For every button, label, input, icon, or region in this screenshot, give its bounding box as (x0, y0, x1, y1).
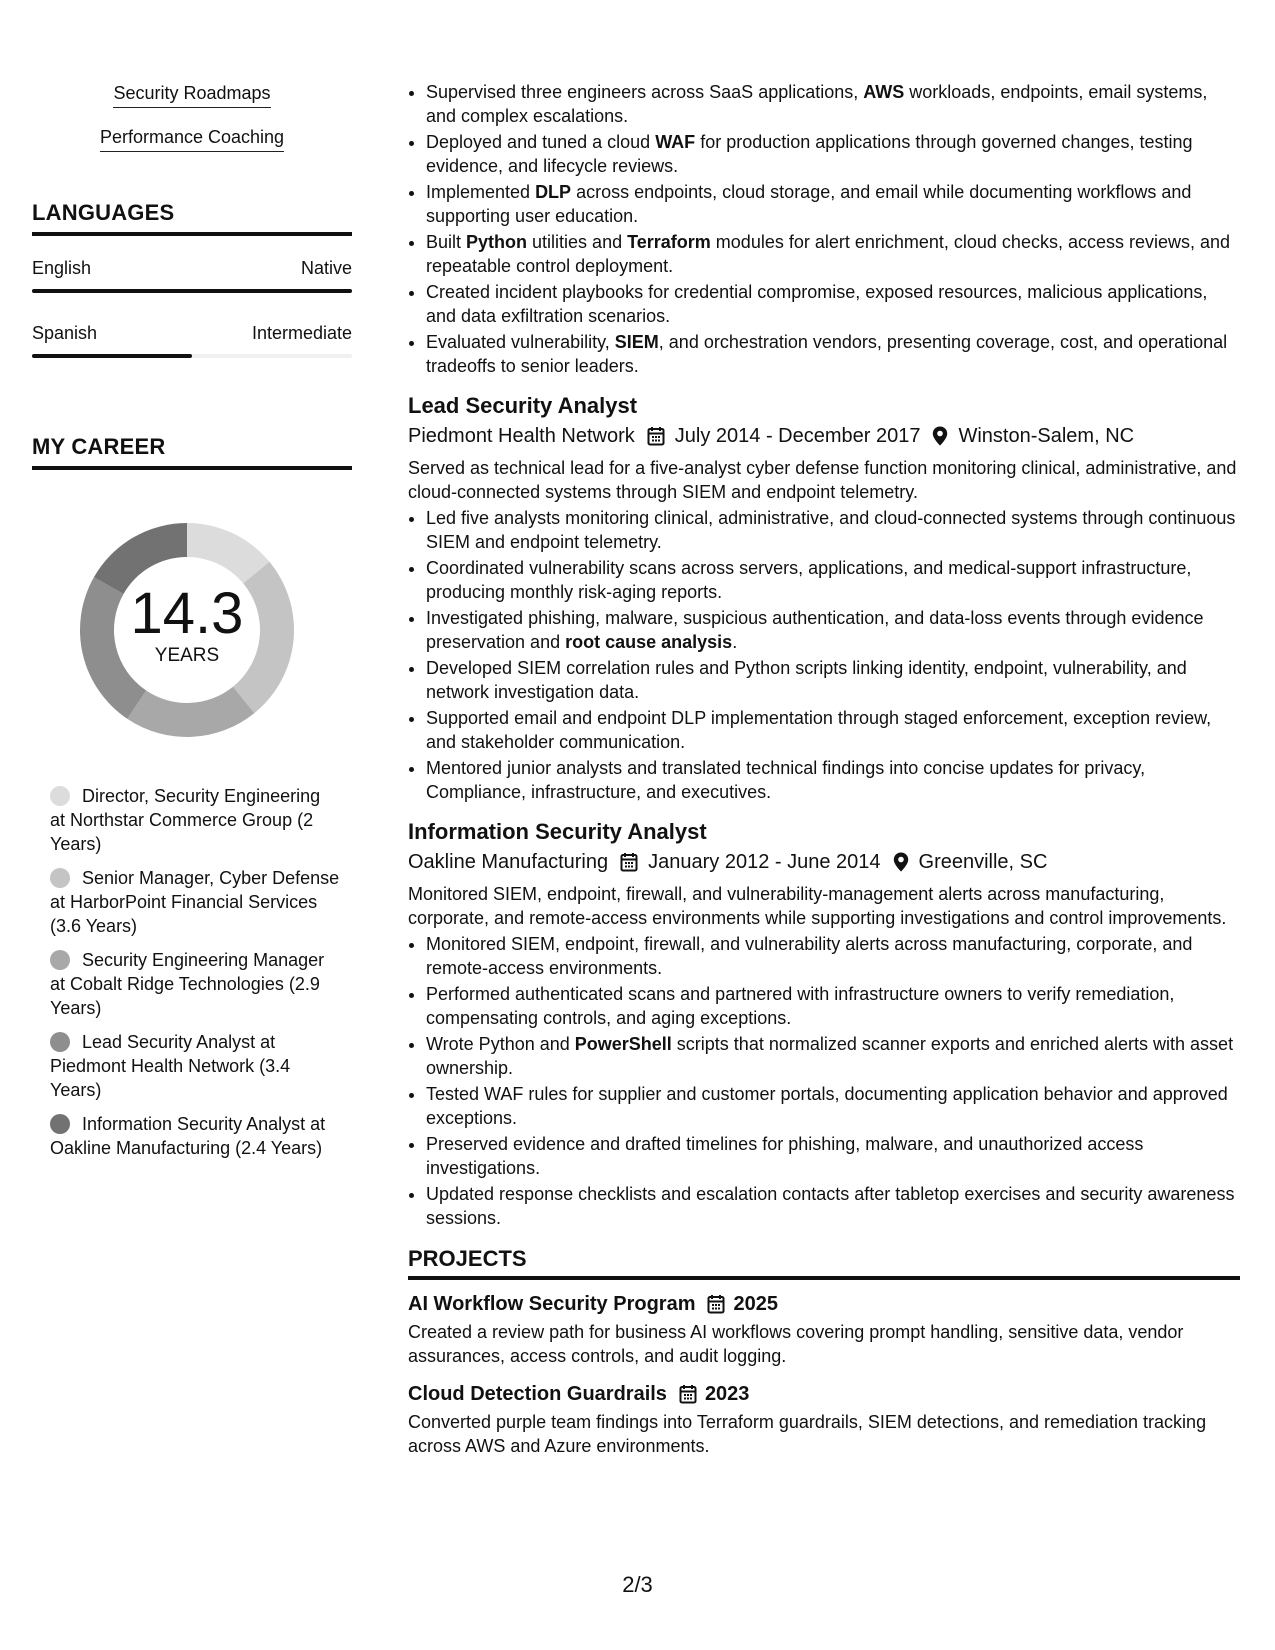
project-title: AI Workflow Security Program (408, 1293, 696, 1315)
bullet-item: • Monitored SIEM, endpoint, firewall, and vulnerability alerts across manufacturing, corporate, and remote-access environments. (426, 932, 1240, 980)
language-name: English (32, 258, 92, 278)
keyword: Python (466, 232, 528, 252)
language-spanish (32, 323, 352, 358)
job-entry (408, 392, 1240, 804)
language-bar-fill (32, 354, 192, 358)
project-entry (408, 1290, 1240, 1368)
job-summary: Monitored SIEM, endpoint, firewall, and vulnerability-management alerts across manufacturing, corporate, and remote-access environments while supporting investigations and control improvements. (408, 884, 1227, 928)
bullet-item: • Deployed and tuned a cloud WAF for production applications through governed changes, testing evidence, and lifecycle reviews. (426, 130, 1240, 178)
job-title: Information Security Analyst (408, 819, 707, 844)
calendar-icon (707, 1294, 725, 1314)
bullet-item: • Implemented DLP across endpoints, cloud storage, and email while documenting workflows and supporting user education. (426, 180, 1240, 228)
legend-dot-icon (50, 786, 70, 806)
project-year: 2023 (704, 1383, 750, 1405)
languages-heading: LANGUAGES (32, 200, 352, 236)
language-level: Intermediate (251, 323, 352, 343)
language-level: Native (300, 258, 352, 278)
bullet-item: • Built Python utilities and Terraform modules for alert enrichment, cloud checks, access reviews, and repeatable control deployment. (426, 230, 1240, 278)
career-legend-item (50, 1112, 340, 1160)
job-dates: July 2014 - December 2017 (674, 425, 921, 447)
job-summary: Served as technical lead for a five-analyst cyber defense function monitoring clinical, administrative, and cloud-connected systems through SIEM and endpoint telemetry. (408, 458, 1237, 502)
keyword: SIEM (614, 332, 659, 352)
project-title-row (408, 1290, 1240, 1318)
bullet-item: • Supervised three engineers across SaaS applications, AWS workloads, endpoints, email systems, and complex escalations. (426, 80, 1240, 128)
page-number: 2/3 (622, 1572, 653, 1597)
bullet-item: • Tested WAF rules for supplier and customer portals, documenting application behavior and approved exceptions. (426, 1082, 1240, 1130)
bullet-item: • Evaluated vulnerability, SIEM, and orchestration vendors, presenting coverage, cost, and operational tradeoffs to senior leaders. (426, 330, 1240, 378)
bullet-item: • Led five analysts monitoring clinical, administrative, and cloud-connected systems through continuous SIEM and endpoint telemetry. (426, 506, 1240, 554)
job-company: Oakline Manufacturing (408, 851, 609, 873)
career-legend-label: Senior Manager, Cyber Defense at HarborPoint Financial Services (3.6 Years) (50, 868, 340, 936)
career-legend (50, 784, 340, 1160)
bullet-item: • Updated response checklists and escalation contacts after tabletop exercises and security awareness sessions. (426, 1182, 1240, 1230)
bullet-item: • Performed authenticated scans and partnered with infrastructure owners to verify remediation, compensating controls, and aging exceptions. (426, 982, 1240, 1030)
project-description: Converted purple team findings into Terraform guardrails, SIEM detections, and remediation tracking across AWS and Azure environments. (408, 1412, 1207, 1456)
bullet-item: • Coordinated vulnerability scans across servers, applications, and medical-support infrastructure, producing monthly risk-aging reports. (426, 556, 1240, 604)
keyword: Terraform (627, 232, 711, 252)
previous-role-bullets (408, 80, 1240, 378)
keyword: root cause analysis (565, 632, 733, 652)
keyword: DLP (535, 182, 572, 202)
skill-list (32, 82, 352, 170)
career-legend-label: Security Engineering Manager at Cobalt Ridge Technologies (2.9 Years) (50, 950, 325, 1018)
calendar-icon (620, 852, 638, 872)
sidebar (32, 82, 352, 1170)
career-legend-label: Information Security Analyst at Oakline Manufacturing (2.4 Years) (50, 1114, 326, 1158)
map-pin-icon (893, 852, 909, 872)
bullet-item: • Investigated phishing, malware, suspicious authentication, and data-loss events through evidence preservation and root cause analysis. (426, 606, 1240, 654)
calendar-icon (647, 426, 665, 446)
language-name: Spanish (32, 323, 98, 343)
skill-item: Performance Coaching (100, 126, 284, 152)
career-donut-chart (67, 510, 307, 750)
bullet-item: • Wrote Python and PowerShell scripts that normalized scanner exports and enriched alerts with asset ownership. (426, 1032, 1240, 1080)
language-bar (32, 289, 352, 293)
job-location: Greenville, SC (918, 851, 1048, 873)
bullet-item: • Mentored junior analysts and translated technical findings into concise updates for privacy, Compliance, infrastructure, and executives. (426, 756, 1240, 804)
project-title-row (408, 1380, 1240, 1408)
career-total-years: 14.3 (130, 581, 244, 646)
map-pin-icon (932, 426, 948, 446)
keyword: WAF (655, 132, 696, 152)
legend-dot-icon (50, 950, 70, 970)
bullet-item: • Preserved evidence and drafted timelines for phishing, malware, and unauthorized access investigations. (426, 1132, 1240, 1180)
job-company: Piedmont Health Network (408, 425, 635, 447)
project-description: Created a review path for business AI workflows covering prompt handling, sensitive data, vendor assurances, access controls, and audit logging. (408, 1322, 1184, 1366)
career-legend-item (50, 866, 340, 938)
career-legend-item (50, 948, 340, 1020)
job-dates: January 2012 - June 2014 (648, 851, 881, 873)
project-year: 2025 (733, 1293, 778, 1315)
project-title: Cloud Detection Guardrails (408, 1383, 667, 1405)
legend-dot-icon (50, 868, 70, 888)
language-bar (32, 354, 352, 358)
bullet-item: • Supported email and endpoint DLP implementation through staged enforcement, exception review, and stakeholder communication. (426, 706, 1240, 754)
career-heading: MY CAREER (32, 434, 352, 470)
calendar-icon (679, 1384, 697, 1404)
bullet-item: • Developed SIEM correlation rules and Python scripts linking identity, endpoint, vulnerability, and network investigation data. (426, 656, 1240, 704)
job-meta (408, 422, 1240, 450)
career-legend-item (50, 784, 340, 856)
projects-heading: PROJECTS (408, 1246, 1240, 1280)
language-bar-fill (32, 289, 352, 293)
bullet-item: • Created incident playbooks for credential compromise, exposed resources, malicious applications, and data exfiltration scenarios. (426, 280, 1240, 328)
keyword: PowerShell (574, 1034, 672, 1054)
career-legend-label: Lead Security Analyst at Piedmont Health Network (3.4 Years) (50, 1032, 291, 1100)
job-entry (408, 818, 1240, 1230)
main-content (408, 80, 1240, 1458)
keyword: AWS (863, 82, 905, 102)
job-meta (408, 848, 1240, 876)
job-title: Lead Security Analyst (408, 393, 638, 418)
career-years-unit: YEARS (154, 645, 220, 666)
job-location: Winston-Salem, NC (958, 425, 1135, 447)
project-entry (408, 1380, 1240, 1458)
job-bullets (408, 506, 1240, 804)
skill-item: Security Roadmaps (113, 82, 270, 108)
legend-dot-icon (50, 1032, 70, 1052)
legend-dot-icon (50, 1114, 70, 1134)
language-english (32, 258, 352, 293)
career-legend-item (50, 1030, 340, 1102)
career-legend-label: Director, Security Engineering at Northstar Commerce Group (2 Years) (50, 786, 321, 854)
job-bullets (408, 932, 1240, 1230)
